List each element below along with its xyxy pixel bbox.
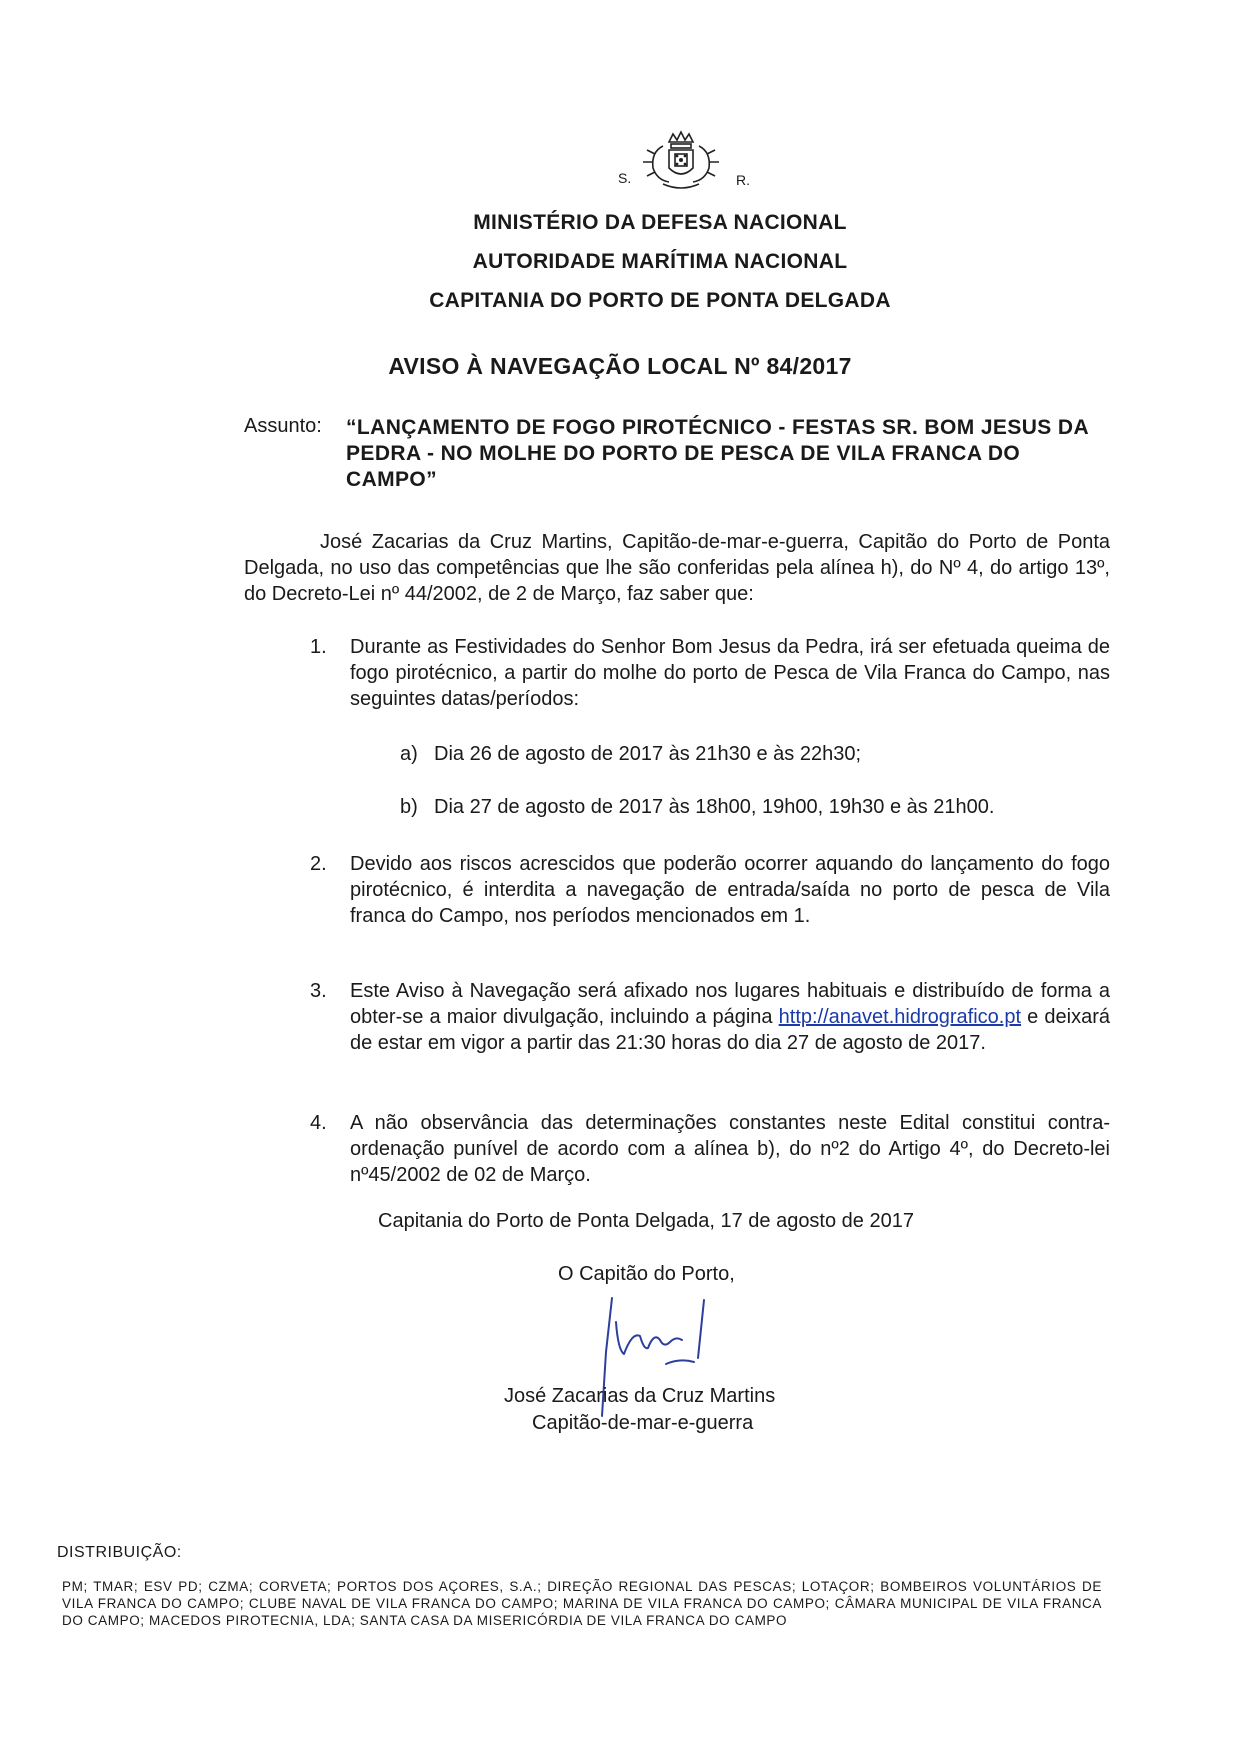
- list-item-text: Devido aos riscos acrescidos que poderão ocorrer aquando do lançamento do fogo pirotécnico, é interdita a navegação de entrada/saída no porto de pesca de Vila franca do Campo, nos períodos mencionados em 1.: [350, 853, 1110, 927]
- signatory-role: O Capitão do Porto,: [558, 1263, 735, 1285]
- signatory-rank: Capitão-de-mar-e-guerra: [532, 1412, 754, 1434]
- list-item-text: A não observância das determinações constantes neste Edital constitui contra-ordenação punível de acordo com a alínea b), do nº2 do Artigo 4º, do Decreto-lei nº45/2002 de 02 de Março.: [350, 1112, 1110, 1186]
- subitem-b-label: b): [400, 796, 418, 818]
- list-item-number: 3.: [310, 980, 327, 1002]
- list-item-text: Durante as Festividades do Senhor Bom Jesus da Pedra, irá ser efetuada queima de fogo pirotécnico, a partir do molhe do porto de Pesca de Vila Franca do Campo, nas seguintes datas/períodos:: [350, 636, 1110, 710]
- list-item-text-after: e deixará de estar em vigor a partir das 21:30 horas do dia 27 de agosto de 2017.: [350, 1006, 1110, 1054]
- crest-left-letter: S.: [618, 170, 632, 186]
- list-item-number: 2.: [310, 853, 327, 875]
- header-capitania: CAPITANIA DO PORTO DE PONTA DELGADA: [429, 289, 891, 312]
- list-item-number: 1.: [310, 636, 327, 658]
- signatory-name: José Zacarias da Cruz Martins: [504, 1385, 776, 1407]
- distribution-list: PM; TMAR; ESV PD; CZMA; CORVETA; PORTOS DOS AÇORES, S.A.; DIREÇÃO REGIONAL DAS PESCAS; LOTAÇOR; BOMBEIROS VOLUNTÁRIOS DE VILA FRANCA DO CAMPO; CLUBE NAVAL DE VILA FRANCA DO CAMPO; MARINA DE VILA FRANCA DO CAMPO; CÂMARA MUNICIPAL DE VILA FRANCA DO CAMPO; MACEDOS PIROTECNIA, LDA; SANTA CASA DA MISERICÓRDIA DE VILA FRANCA DO CAMPO: [62, 1579, 1102, 1628]
- subitem-a-label: a): [400, 743, 418, 765]
- list-item-text: [350, 978, 1110, 1056]
- list-item-text-before: Este Aviso à Navegação será afixado nos lugares habituais e distribuído de forma a obter-se a maior divulgação, incluindo a página: [350, 980, 1110, 1028]
- list-item-number: 4.: [310, 1112, 327, 1134]
- subitem-a-text: Dia 26 de agosto de 2017 às 21h30 e às 22h30;: [434, 743, 862, 765]
- subject-label: Assunto:: [244, 415, 322, 437]
- intro-paragraph: José Zacarias da Cruz Martins, Capitão-de-mar-e-guerra, Capitão do Porto de Ponta Delgada, no uso das competências que lhe são conferidas pela alínea h), do Nº 4, do artigo 13º, do Decreto-Lei nº 44/2002, de 2 de Março, faz saber que:: [244, 531, 1110, 605]
- hidrografico-link[interactable]: http://anavet.hidrografico.pt: [778, 1006, 1022, 1028]
- notice-title: AVISO À NAVEGAÇÃO LOCAL Nº 84/2017: [388, 353, 852, 379]
- crest-right-letter: R.: [736, 172, 750, 188]
- distribution-label: DISTRIBUIÇÃO:: [57, 1544, 182, 1561]
- header-authority: AUTORIDADE MARÍTIMA NACIONAL: [472, 250, 848, 273]
- place-date: Capitania do Porto de Ponta Delgada, 17 de agosto de 2017: [378, 1210, 914, 1232]
- subitem-b-text: Dia 27 de agosto de 2017 às 18h00, 19h00, 19h30 e às 21h00.: [434, 796, 995, 818]
- header-ministry: MINISTÉRIO DA DEFESA NACIONAL: [473, 211, 847, 234]
- coat-of-arms-icon: [633, 128, 729, 194]
- subject-text: “LANÇAMENTO DE FOGO PIROTÉCNICO - FESTAS SR. BOM JESUS DA PEDRA - NO MOLHE DO PORTO DE PESCA DE VILA FRANCA DO CAMPO”: [346, 416, 1089, 491]
- coat-of-arms: [0, 128, 1240, 198]
